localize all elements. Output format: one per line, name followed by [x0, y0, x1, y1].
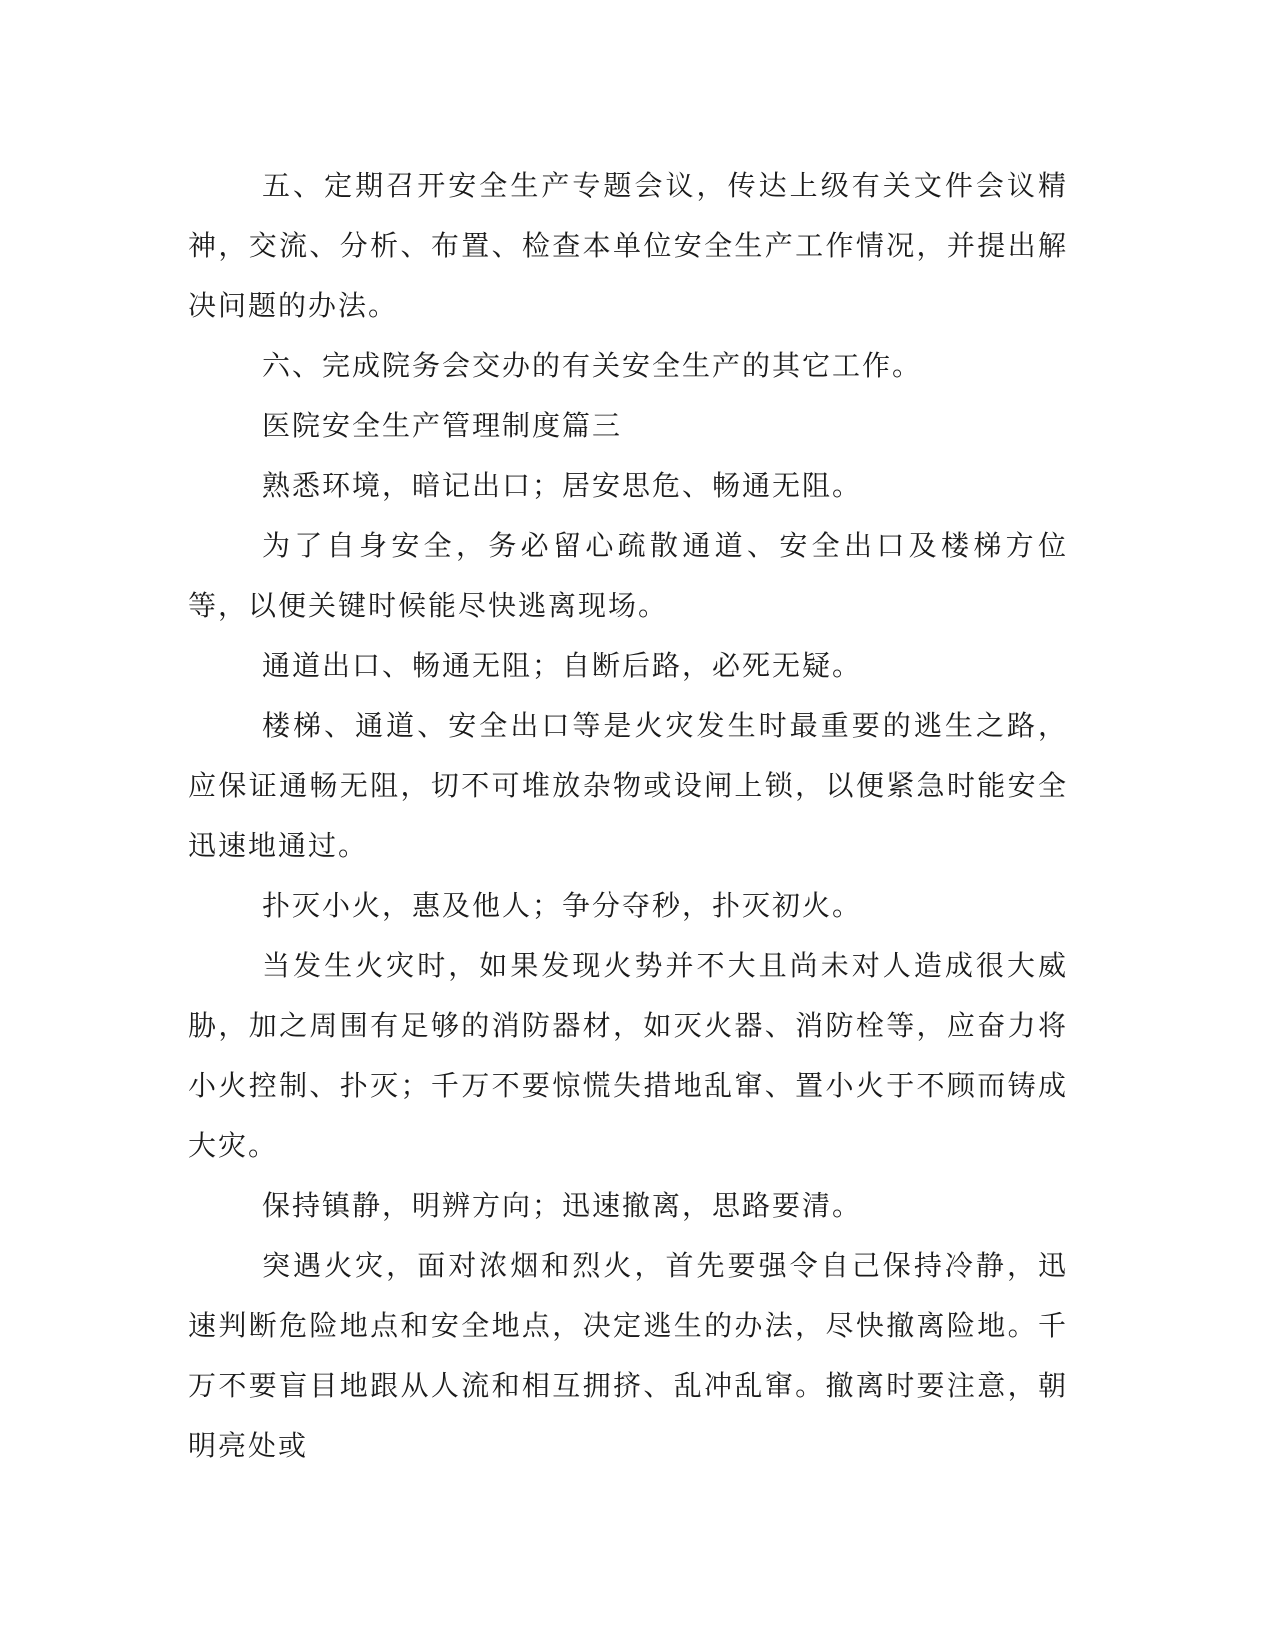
- paragraph-escape-guidance: 突遇火灾，面对浓烟和烈火，首先要强令自己保持冷静，迅速判断危险地点和安全地点，决定逃生的办法，尽快撤离险地。千万不要盲目地跟从人流和相互拥挤、乱冲乱窜。撤离时要注意，朝明亮处或: [188, 1249, 1068, 1462]
- document-body: [188, 156, 1068, 1476]
- paragraph-slogan-calm: 保持镇静，明辨方向；迅速撤离，思路要清。: [262, 1189, 863, 1222]
- section-heading: 医院安全生产管理制度篇三: [262, 409, 623, 442]
- paragraph-other-work: 六、完成院务会交办的有关安全生产的其它工作。: [262, 349, 923, 382]
- paragraph-meeting: 五、定期召开安全生产专题会议，传达上级有关文件会议精神，交流、分析、布置、检查本单位安全生产工作情况，并提出解决问题的办法。: [188, 169, 1068, 322]
- paragraph-slogan-environment: 熟悉环境，暗记出口；居安思危、畅通无阻。: [262, 469, 863, 502]
- paragraph-slogan-small-fire: 扑灭小火，惠及他人；争分夺秒，扑灭初火。: [262, 889, 863, 922]
- paragraph-evacuation-awareness: 为了自身安全，务必留心疏散通道、安全出口及楼梯方位等，以便关键时候能尽快逃离现场。: [188, 529, 1068, 622]
- paragraph-slogan-exits: 通道出口、畅通无阻；自断后路，必死无疑。: [262, 649, 863, 682]
- paragraph-exit-clearance: 楼梯、通道、安全出口等是火灾发生时最重要的逃生之路，应保证通畅无阻，切不可堆放杂物或设闸上锁，以便紧急时能安全迅速地通过。: [188, 709, 1068, 862]
- paragraph-fire-extinguishing: 当发生火灾时，如果发现火势并不大且尚未对人造成很大威胁，加之周围有足够的消防器材，如灭火器、消防栓等，应奋力将小火控制、扑灭；千万不要惊慌失措地乱窜、置小火于不顾而铸成大灾。: [188, 949, 1068, 1162]
